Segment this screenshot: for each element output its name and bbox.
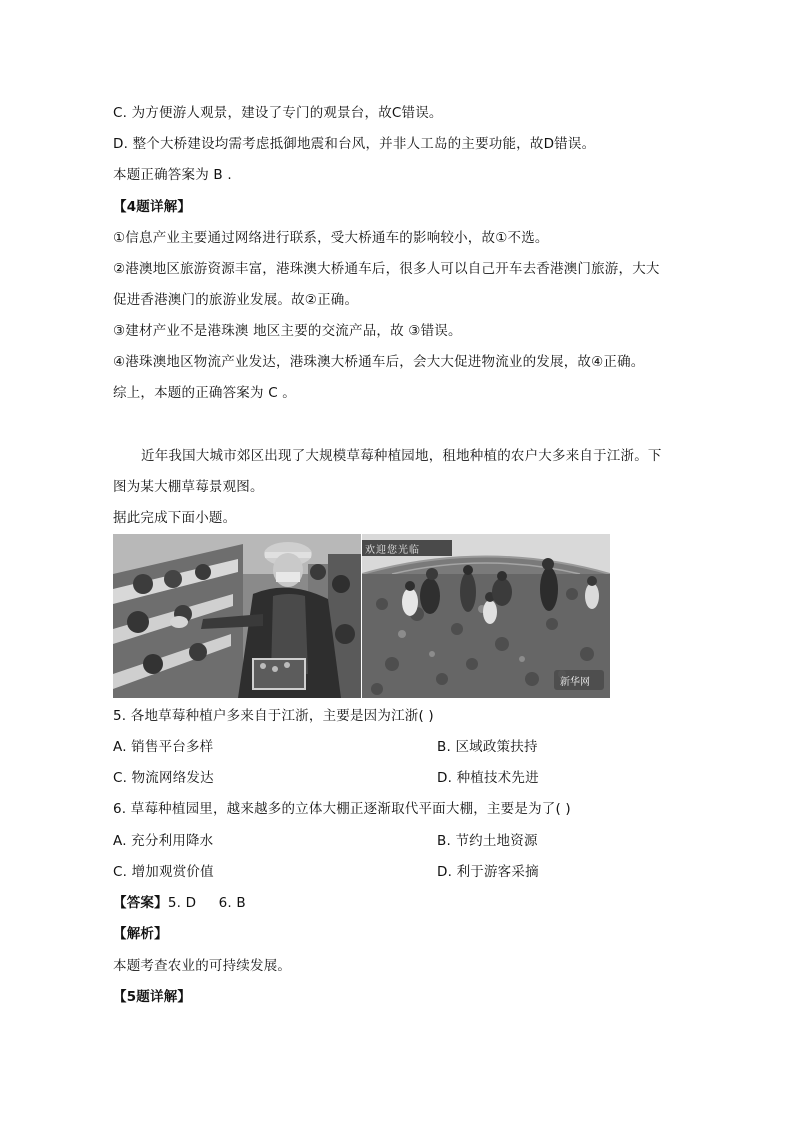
q5-option-b: B. 区域政策扶持 — [437, 739, 538, 755]
answer-line — [113, 893, 246, 913]
passage-line-2: 图为某大棚草莓景观图。 — [113, 479, 264, 495]
q6-option-d: D. 利于游客采摘 — [437, 864, 539, 880]
passage-line-3: 据此完成下面小题。 — [113, 510, 237, 526]
photo-flat-greenhouse — [362, 534, 610, 698]
prev-option-d: D. 整个大桥建设均需考虑抵御地震和台风，并非人工岛的主要功能，故D错误。 — [113, 136, 596, 152]
photo-vertical-greenhouse — [113, 534, 361, 698]
q4-summary: 综上，本题的正确答案为 C 。 — [113, 385, 297, 401]
photo-watermark: 新华网 — [560, 677, 590, 688]
q5-option-d: D. 种植技术先进 — [437, 770, 539, 786]
q4-point-2a: ②港澳地区旅游资源丰富，港珠澳大桥通车后，很多人可以自己开车去香港澳门旅游，大大 — [113, 261, 660, 277]
q6-stem: 6. 草莓种植园里，越来越多的立体大棚正逐渐取代平面大棚，主要是为了( ) — [113, 801, 571, 817]
q6-option-a: A. 充分利用降水 — [113, 833, 214, 849]
q5-option-c: C. 物流网络发达 — [113, 770, 214, 786]
answer-text: 5. D 6. B — [167, 895, 246, 911]
q5-detail-heading: 【5题详解】 — [113, 989, 192, 1005]
passage-line-1: 近年我国大城市郊区出现了大规模草莓种植园地，租地种植的农户大多来自于江浙。下 — [141, 448, 662, 464]
answer-label: 【答案】 — [113, 895, 168, 911]
q5-stem: 5. 各地草莓种植户多来自于江浙，主要是因为江浙( ) — [113, 708, 434, 724]
q4-point-2b: 促进香港澳门的旅游业发展。故②正确。 — [113, 292, 359, 308]
q4-heading: 【4题详解】 — [113, 199, 192, 215]
greenhouse-banner: 欢迎您光临 — [365, 545, 420, 556]
q4-point-4: ④港珠澳地区物流产业发达，港珠澳大桥通车后，会大大促进物流业的发展，故④正确。 — [113, 354, 645, 370]
analysis-text: 本题考查农业的可持续发展。 — [113, 958, 292, 974]
q4-point-1: ①信息产业主要通过网络进行联系，受大桥通车的影响较小，故①不选。 — [113, 230, 549, 246]
q5-option-a: A. 销售平台多样 — [113, 739, 214, 755]
q4-point-3: ③建材产业不是港珠澳 地区主要的交流产品，故 ③错误。 — [113, 323, 462, 339]
prev-option-c: C. 为方便游人观景，建设了专门的观景台，故C错误。 — [113, 105, 443, 121]
q6-option-c: C. 增加观赏价值 — [113, 864, 214, 880]
q6-option-b: B. 节约土地资源 — [437, 833, 538, 849]
analysis-label: 【解析】 — [113, 926, 168, 942]
prev-conclusion: 本题正确答案为 B . — [113, 167, 232, 183]
